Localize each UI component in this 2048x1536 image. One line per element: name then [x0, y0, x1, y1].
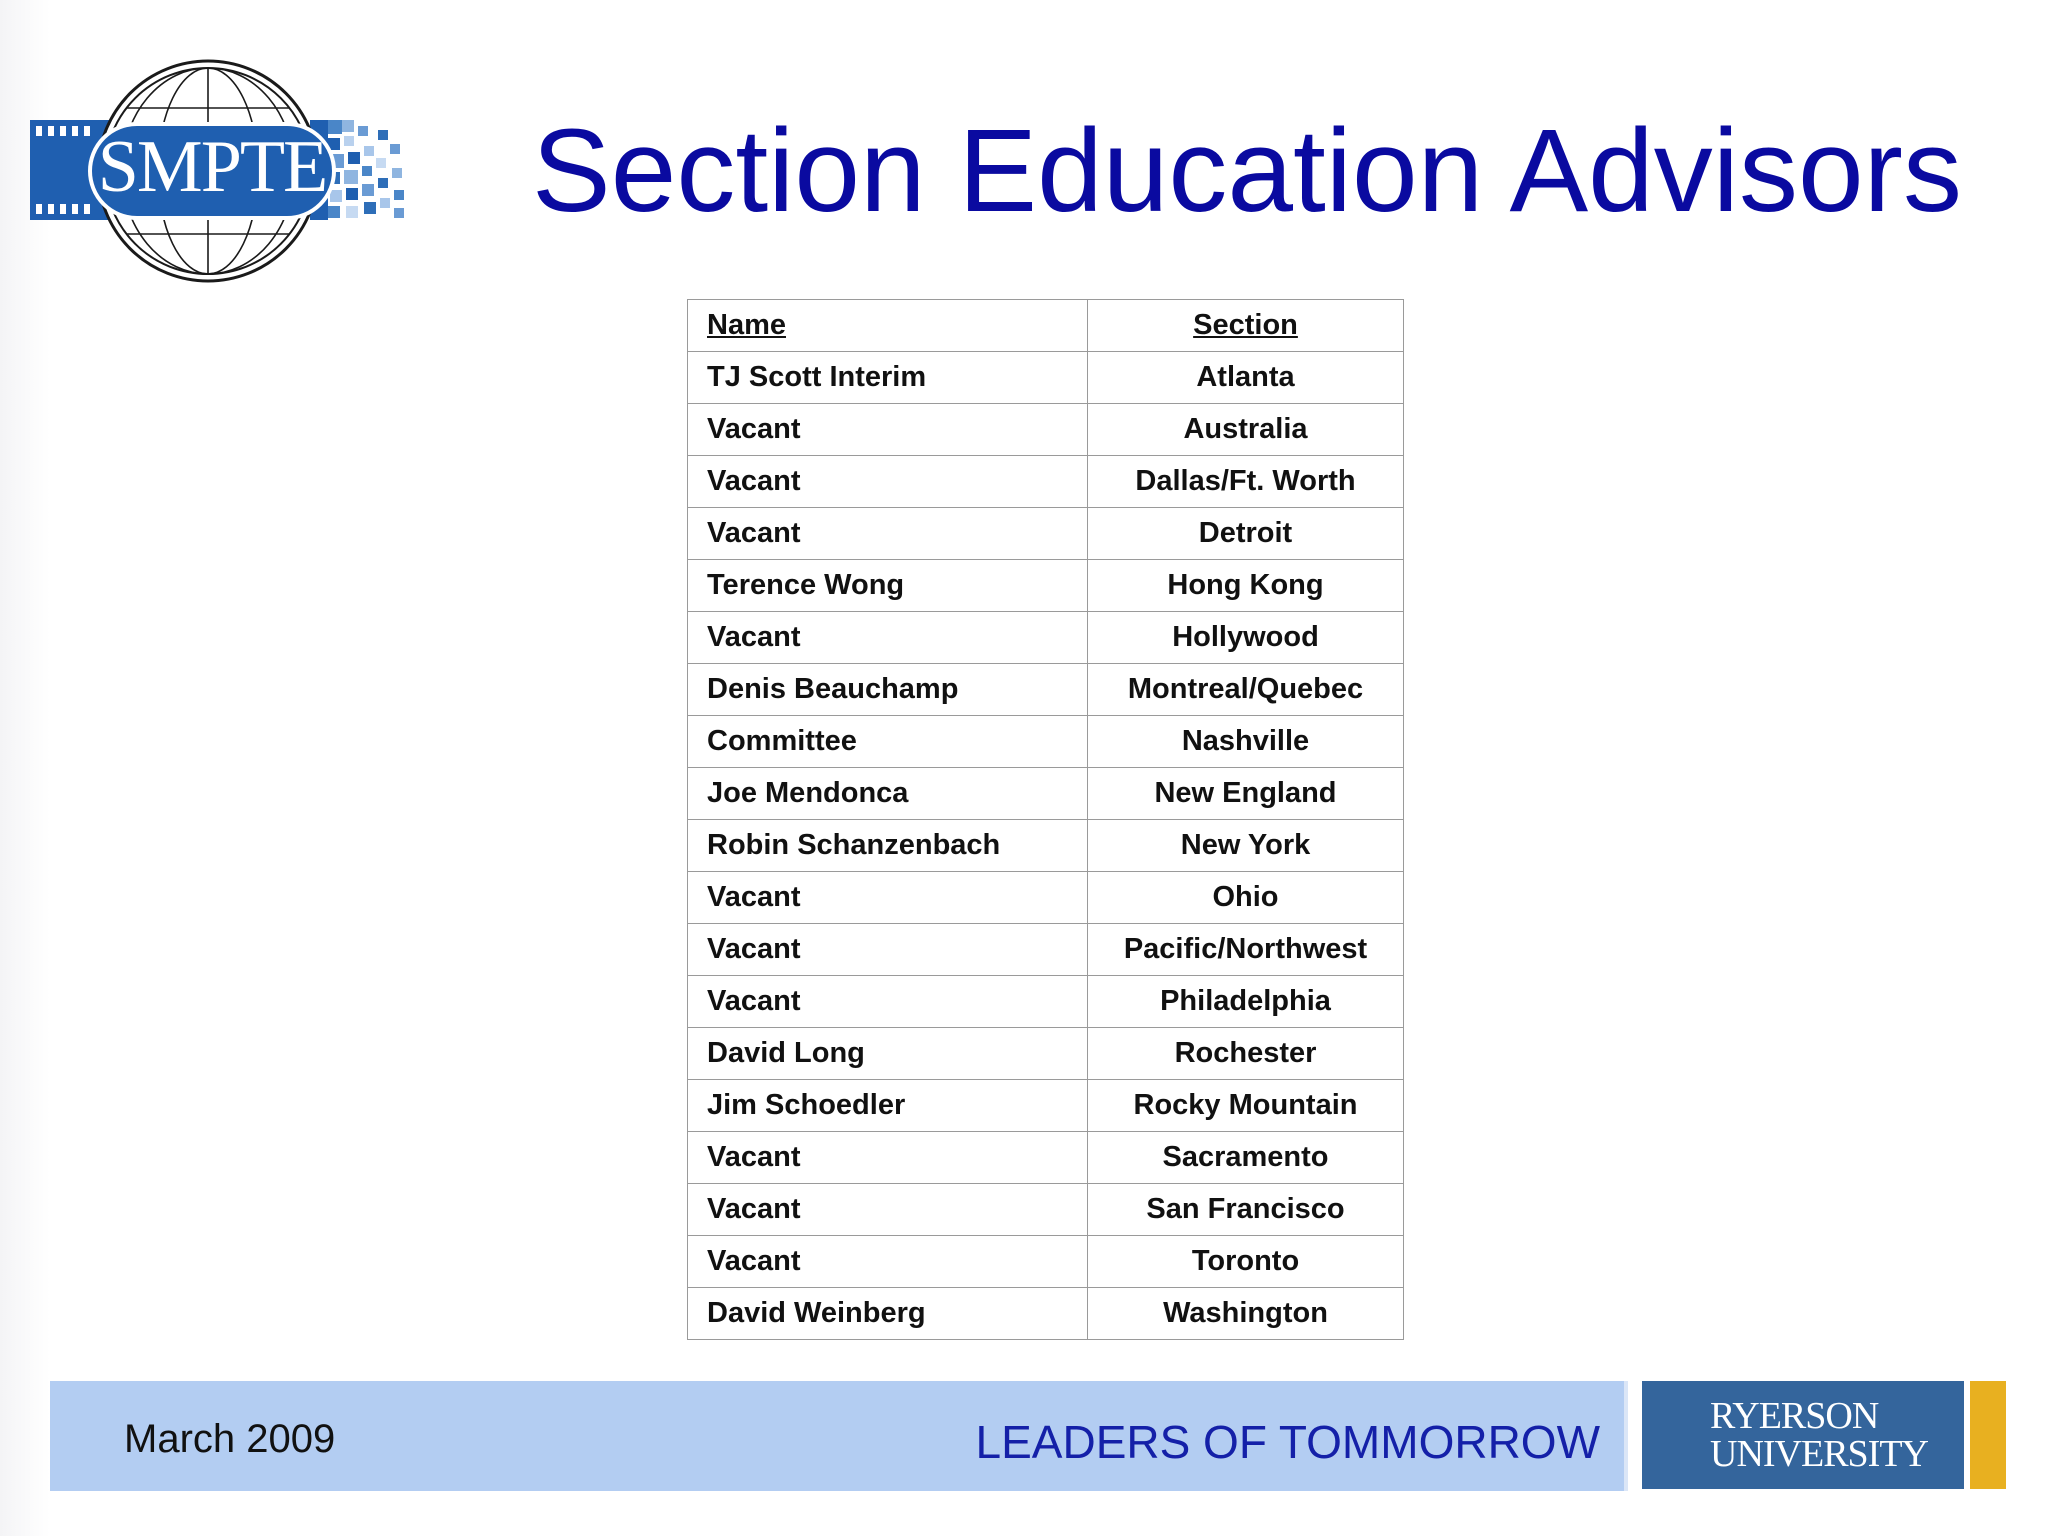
- ryerson-gold-bar: [1970, 1381, 2006, 1489]
- section-name: Toronto: [1088, 1236, 1404, 1288]
- table-row: [688, 1288, 1404, 1340]
- advisor-name: David Weinberg: [688, 1288, 1088, 1340]
- advisor-name: Vacant: [688, 1184, 1088, 1236]
- advisor-name: Vacant: [688, 1132, 1088, 1184]
- smpte-logo: [30, 48, 412, 294]
- table-row: [688, 1236, 1404, 1288]
- table-row: [688, 1184, 1404, 1236]
- ryerson-logo: [1642, 1381, 1964, 1489]
- table-header-row: [688, 300, 1404, 352]
- advisor-name: Terence Wong: [688, 560, 1088, 612]
- ryerson-line-1: RYERSON: [1710, 1395, 1879, 1437]
- column-header-section: Section: [1088, 300, 1404, 352]
- table-row: [688, 1080, 1404, 1132]
- advisor-name: Vacant: [688, 508, 1088, 560]
- section-name: Nashville: [1088, 716, 1404, 768]
- section-name: Australia: [1088, 404, 1404, 456]
- advisor-name: Vacant: [688, 976, 1088, 1028]
- table-row: [688, 560, 1404, 612]
- table-row: [688, 768, 1404, 820]
- section-name: Ohio: [1088, 872, 1404, 924]
- section-name: Detroit: [1088, 508, 1404, 560]
- section-name: Pacific/Northwest: [1088, 924, 1404, 976]
- table-row: [688, 664, 1404, 716]
- section-name: San Francisco: [1088, 1184, 1404, 1236]
- column-header-name: Name: [688, 300, 1088, 352]
- footer-band: [50, 1381, 1628, 1491]
- section-name: New England: [1088, 768, 1404, 820]
- section-name: Dallas/Ft. Worth: [1088, 456, 1404, 508]
- advisor-name: Vacant: [688, 924, 1088, 976]
- section-name: Hong Kong: [1088, 560, 1404, 612]
- section-name: New York: [1088, 820, 1404, 872]
- advisor-name: Committee: [688, 716, 1088, 768]
- table-row: [688, 1028, 1404, 1080]
- ryerson-line-2: UNIVERSITY: [1710, 1433, 1928, 1475]
- table-row: [688, 508, 1404, 560]
- advisor-name: TJ Scott Interim: [688, 352, 1088, 404]
- advisor-name: Vacant: [688, 456, 1088, 508]
- ryerson-logo-text: [1710, 1397, 1928, 1473]
- section-name: Rocky Mountain: [1088, 1080, 1404, 1132]
- table-row: [688, 716, 1404, 768]
- table-row: [688, 872, 1404, 924]
- section-name: Washington: [1088, 1288, 1404, 1340]
- table-row: [688, 352, 1404, 404]
- section-name: Rochester: [1088, 1028, 1404, 1080]
- footer-date: March 2009: [124, 1417, 336, 1461]
- advisor-name: Robin Schanzenbach: [688, 820, 1088, 872]
- footer-slogan: LEADERS OF TOMMORROW: [975, 1416, 1600, 1468]
- table-row: [688, 924, 1404, 976]
- advisor-name: Denis Beauchamp: [688, 664, 1088, 716]
- table-row: [688, 404, 1404, 456]
- section-name: Hollywood: [1088, 612, 1404, 664]
- advisor-name: Vacant: [688, 612, 1088, 664]
- advisor-name: Vacant: [688, 872, 1088, 924]
- table-row: [688, 976, 1404, 1028]
- advisors-table: [687, 299, 1404, 1340]
- table-row: [688, 1132, 1404, 1184]
- advisor-name: Vacant: [688, 1236, 1088, 1288]
- advisor-name: Vacant: [688, 404, 1088, 456]
- advisor-name: Joe Mendonca: [688, 768, 1088, 820]
- table-row: [688, 820, 1404, 872]
- advisor-name: Jim Schoedler: [688, 1080, 1088, 1132]
- logo-text: SMPTE: [97, 126, 327, 208]
- section-name: Sacramento: [1088, 1132, 1404, 1184]
- section-name: Philadelphia: [1088, 976, 1404, 1028]
- table-row: [688, 612, 1404, 664]
- section-name: Atlanta: [1088, 352, 1404, 404]
- advisor-name: David Long: [688, 1028, 1088, 1080]
- section-name: Montreal/Quebec: [1088, 664, 1404, 716]
- page-title: Section Education Advisors: [532, 105, 1962, 237]
- advisors-table-wrapper: [687, 299, 1404, 1340]
- table-row: [688, 456, 1404, 508]
